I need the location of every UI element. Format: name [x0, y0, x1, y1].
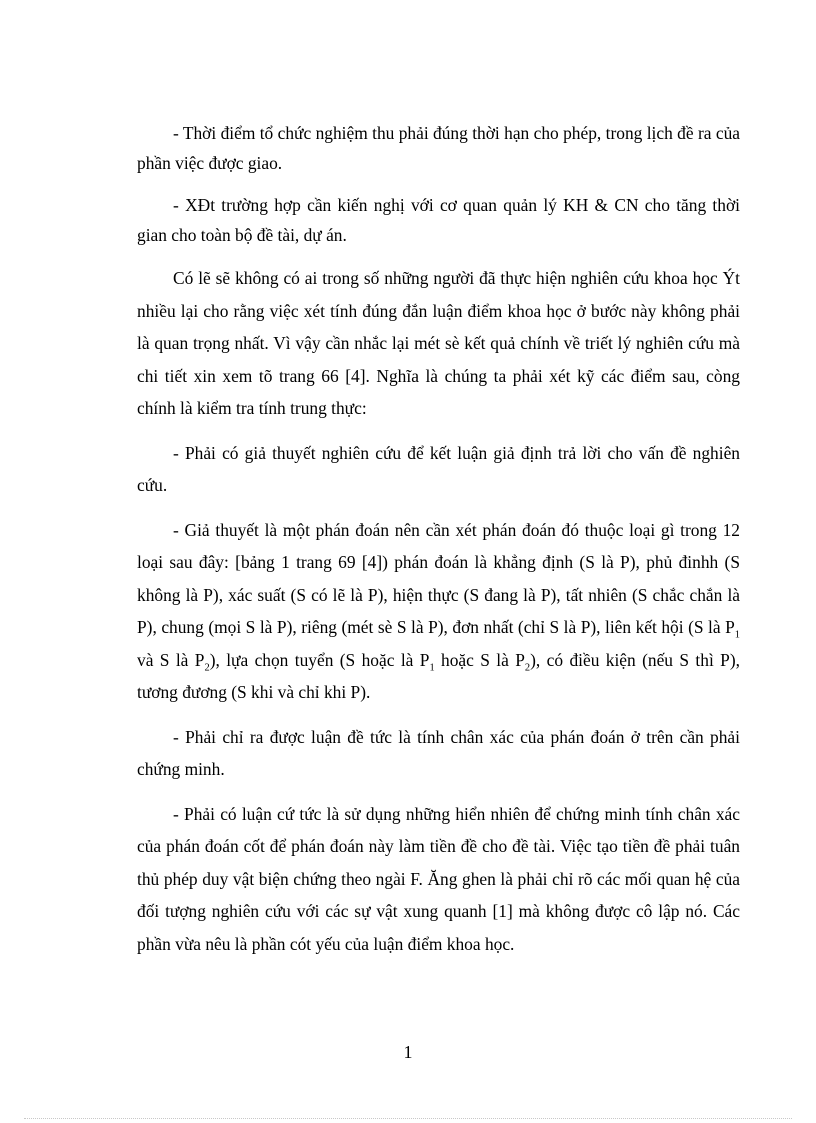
judgment-text-part-2: và S là P [137, 649, 205, 670]
paragraph-arguments: - Phải có luận cứ tức là sử dụng những hiển nhiên để chứng minh tính chân xác của phán đoán cốt để phán đoán này làm tiền đề cho đề tài. Việc tạo tiền đề phải tuân thủ phép duy vật biện chứng theo ngài F. Ăng ghen là phải chỉ rõ các mối quan hệ của đối tượng nghiên cứu với các sự vật xung quanh [1] mà không được cô lập nó. Các phần vừa nêu là phần cót yếu của luận điểm khoa học. [137, 803, 740, 954]
paragraph-research-philosophy: Có lẽ sẽ không có ai trong số những người đã thực hiện nghiên cứu khoa học Ýt nhiều lại cho rằng việc xét tính đúng đắn luận điểm khoa học ở bước này không phải là quan trọng nhất. Vì vậy cần nhắc lại mét sè kết quả chính về triết lý nghiên cứu mà chi tiết xin xem tõ trang 66 [4]. Nghĩa là chúng ta phải xét kỹ các điểm sau, còng chính là kiểm tra tính trung thực: [137, 268, 740, 418]
judgment-text-part-5: ), có điều kiện (nếu S thì P), tương đương (S khi và chỉ khi P). [137, 649, 740, 702]
paragraph-judgment-types [137, 514, 740, 709]
subscript-2: 2 [204, 661, 210, 673]
page-bottom-border [24, 1118, 792, 1119]
paragraph-hypothesis-required: - Phải có giả thuyết nghiên cứu để kết luận giả định trả lời cho vấn đề nghiên cứu. [137, 442, 740, 495]
paragraph-acceptance-timing: - Thời điểm tổ chức nghiệm thu phải đúng thời hạn cho phép, trong lịch đề ra của phần việc được giao. [137, 123, 740, 173]
page-number: 1 [403, 1042, 413, 1062]
subscript-3: 1 [429, 661, 435, 673]
paragraph-thesis: - Phải chỉ ra được luận đề tức là tính chân xác của phán đoán ở trên cần phải chứng minh. [137, 726, 740, 779]
subscript-4: 2 [524, 661, 531, 673]
document-body [137, 118, 740, 960]
judgment-text-part-4: hoặc S là P [434, 649, 525, 670]
paragraph-extension-request: - XĐt trường hợp cần kiến nghị với cơ quan quản lý KH & CN cho tăng thời gian cho toàn bộ đề tài, dự án. [137, 195, 740, 245]
judgment-text-part-1: - Giả thuyết là một phán đoán nên cần xét phán đoán đó thuộc loại gì trong 12 loại sau đây: [bảng 1 trang 69 [4]) phán đoán là khẳng định (S là P), phủ đinhh (S không là P), xác suất (S có lẽ là P), hiện thực (S đang là P), tất nhiên (S chắc chắn là P), chung (mọi S là P), riêng (mét sè S là P), đơn nhất (chỉ S là P), liên kết hội (S là P [137, 519, 740, 637]
subscript-1: 1 [734, 629, 740, 641]
judgment-text-part-3: ), lựa chọn tuyển (S hoặc là P [209, 649, 430, 670]
